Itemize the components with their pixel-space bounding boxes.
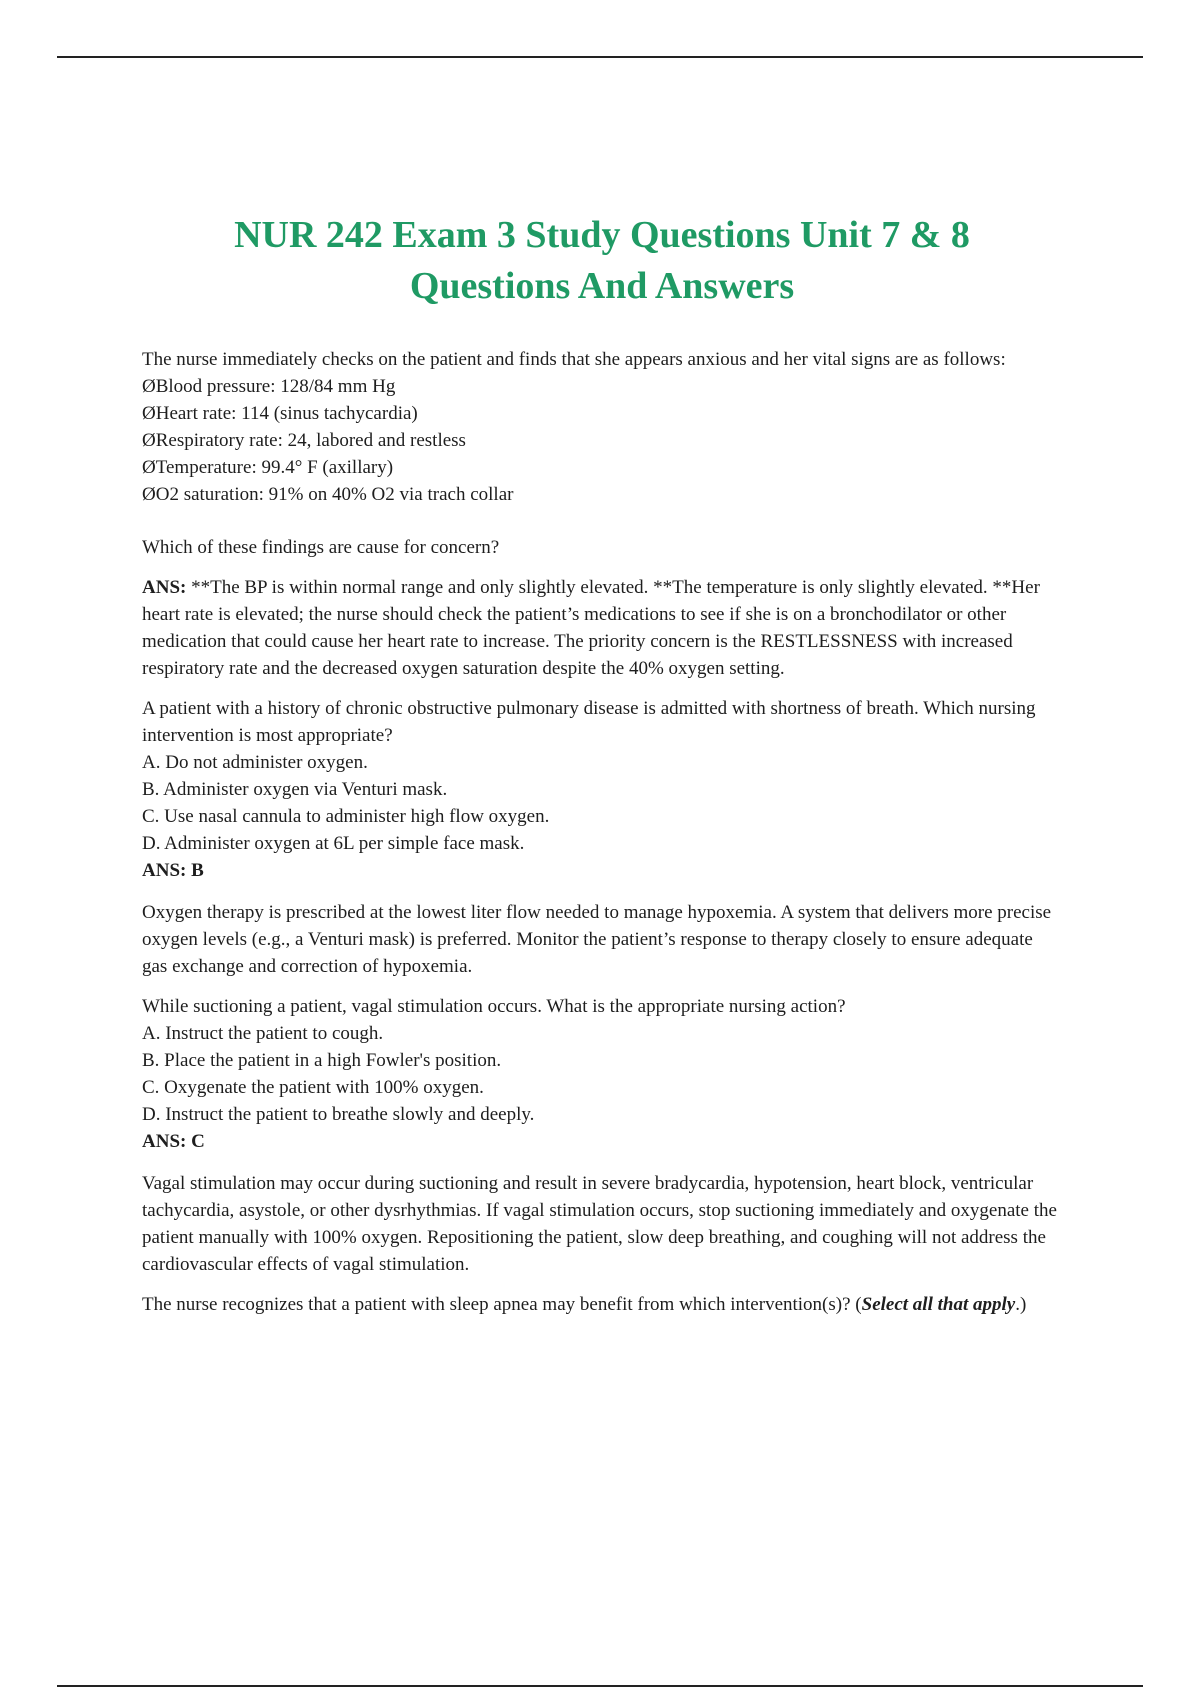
title-line-1: NUR 242 Exam 3 Study Questions Unit 7 & 8 [234,214,970,256]
option-item: A. Instruct the patient to cough. [142,1023,384,1044]
q4-question [142,1291,1062,1318]
option-item: C. Oxygenate the patient with 100% oxygen. [142,1077,484,1098]
q1-answer-label: ANS: [142,577,187,598]
q2-answer: ANS: B [142,860,204,881]
option-item: B. Place the patient in a high Fowler's position. [142,1050,502,1071]
title-line-2: Questions And Answers [409,265,795,307]
q4-select-all-emphasis: Select all that apply [861,1294,1016,1315]
q1-question: Which of these findings are cause for concern? [142,537,500,558]
vital-sign-item: ØHeart rate: 114 (sinus tachycardia) [142,403,418,424]
q1-intro: The nurse immediately checks on the patient and finds that she appears anxious and her vital signs are as follows: [142,349,1006,370]
vital-sign-item: ØO2 saturation: 91% on 40% O2 via trach collar [142,484,514,505]
document-title [62,210,1142,312]
q3-options-list [142,1020,1062,1128]
q1-answer-text: **The BP is within normal range and only slightly elevated. **The temperature is only slightly elevated. **Her heart rate is elevated; the nurse should check the patient’s medications to see if she is on a bronchodilator or other medication that could cause her heart rate to increase. The priority concern is the RESTLESSNESS with increased respiratory rate and the decreased oxygen saturation despite the 40% oxygen setting. [142,577,1040,679]
vital-sign-item: ØTemperature: 99.4° F (axillary) [142,457,394,478]
vital-sign-item: ØBlood pressure: 128/84 mm Hg [142,376,396,397]
q3-answer: ANS: C [142,1131,205,1152]
q3-question: While suctioning a patient, vagal stimulation occurs. What is the appropriate nursing action? [142,996,846,1017]
q3-rationale: Vagal stimulation may occur during suctioning and result in severe bradycardia, hypotension, heart block, ventricular tachycardia, asystole, or other dysrhythmias. If vagal stimulation occurs, stop suctioning immediately and oxygenate the patient manually with 100% oxygen. Repositioning the patient, slow deep breathing, and coughing will not address the cardiovascular effects of vagal stimulation. [142,1173,1057,1275]
document-page [142,210,1062,1318]
option-item: A. Do not administer oxygen. [142,752,368,773]
option-item: D. Administer oxygen at 6L per simple face mask. [142,833,525,854]
q1-vitals-list [142,373,1062,508]
footer-rule [57,1685,1143,1687]
header-rule [57,56,1143,58]
q4-question-suffix: .) [1015,1294,1027,1315]
option-item: D. Instruct the patient to breathe slowly and deeply. [142,1104,535,1125]
option-item: B. Administer oxygen via Venturi mask. [142,779,448,800]
option-item: C. Use nasal cannula to administer high flow oxygen. [142,806,550,827]
q4-question-text: The nurse recognizes that a patient with sleep apnea may benefit from which intervention(s)? ( [142,1294,862,1315]
q2-question: A patient with a history of chronic obstructive pulmonary disease is admitted with shortness of breath. Which nursing intervention is most appropriate? [142,698,1036,746]
q1-answer [142,574,1062,682]
q2-options-list [142,749,1062,857]
q2-rationale: Oxygen therapy is prescribed at the lowest liter flow needed to manage hypoxemia. A system that delivers more precise oxygen levels (e.g., a Venturi mask) is preferred. Monitor the patient’s response to therapy closely to ensure adequate gas exchange and correction of hypoxemia. [142,902,1052,977]
vital-sign-item: ØRespiratory rate: 24, labored and restless [142,430,466,451]
